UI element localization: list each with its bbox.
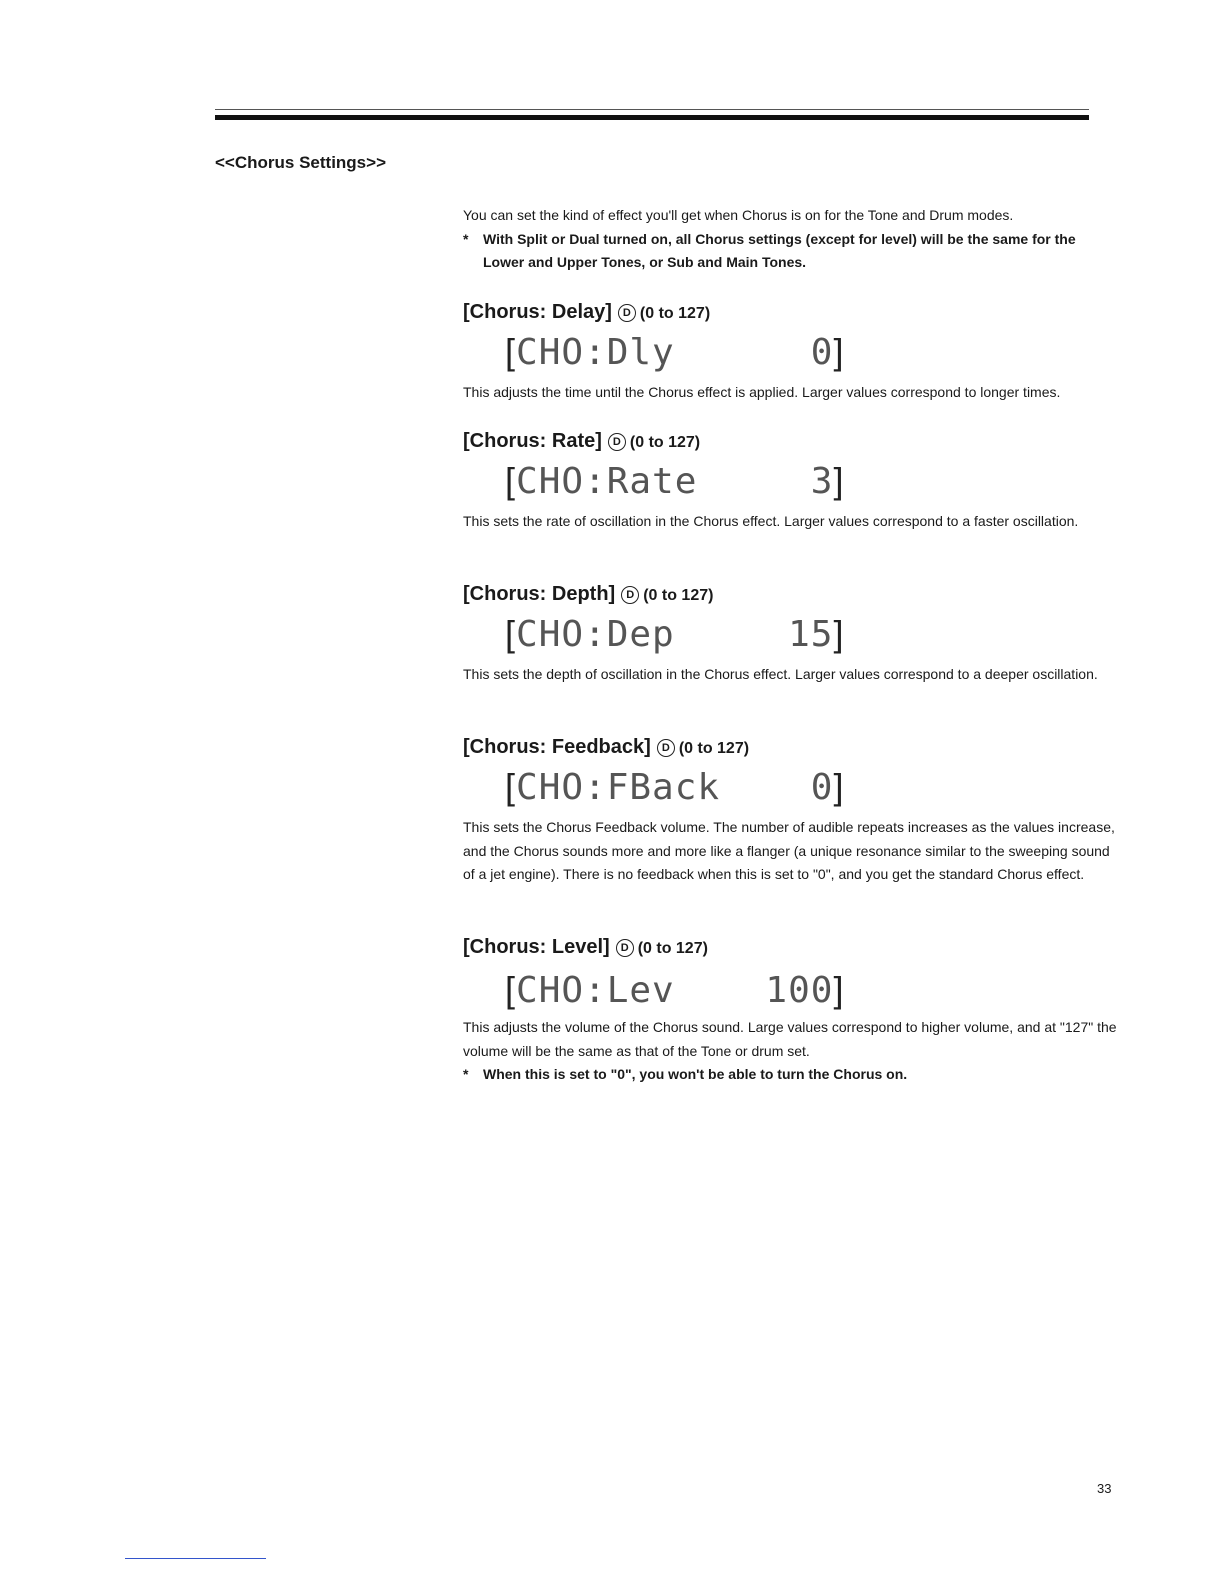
param-title: [Chorus: Feedback] — [463, 736, 651, 758]
header-rule-thin — [215, 109, 1089, 110]
d-circle-icon: D — [621, 586, 639, 604]
lcd-text: CHO:FBack 0 — [516, 767, 834, 808]
intro-block — [463, 204, 1118, 275]
param-range: (0 to 127) — [637, 940, 708, 957]
param-title: [Chorus: Level] — [463, 936, 610, 958]
param-title: [Chorus: Rate] — [463, 430, 602, 452]
param-title: [Chorus: Delay] — [463, 301, 612, 323]
lcd-text: CHO:Dly 0 — [516, 332, 834, 373]
intro-text: You can set the kind of effect you'll get when Chorus is on for the Tone and Drum modes. — [463, 207, 1014, 223]
lcd-text: CHO:Dep 15 — [516, 614, 834, 655]
param-heading-level — [463, 936, 708, 959]
lcd-display-rate — [505, 460, 845, 502]
intro-note — [463, 228, 1118, 275]
note-marker: * — [463, 230, 469, 247]
lcd-text: CHO:Lev 100 — [516, 970, 834, 1011]
param-range: (0 to 127) — [639, 305, 711, 322]
d-circle-icon: D — [616, 939, 634, 957]
param-description: This adjusts the time until the Chorus effect is applied. Larger values correspond to longer times. — [463, 384, 1061, 400]
param-description-level — [463, 1016, 1118, 1087]
lcd-display-level — [505, 969, 845, 1011]
param-description: This adjusts the volume of the Chorus sound. Large values correspond to higher volume, and at "127" the volume will be the same as that of the Tone or drum set. — [463, 1019, 1117, 1059]
param-heading-rate — [463, 430, 700, 453]
param-range: (0 to 127) — [643, 587, 714, 604]
param-heading-depth — [463, 583, 713, 606]
lcd-display-delay — [505, 331, 845, 373]
param-description-delay — [463, 381, 1118, 405]
lcd-display-feedback — [505, 766, 845, 808]
d-circle-icon: D — [618, 304, 636, 322]
section-title: <<Chorus Settings>> — [215, 153, 386, 172]
param-description: This sets the rate of oscillation in the Chorus effect. Larger values correspond to a faster oscillation. — [463, 513, 1079, 529]
param-description: This sets the depth of oscillation in the Chorus effect. Larger values correspond to a deeper oscillation. — [463, 666, 1098, 682]
lcd-bracket-open: [ — [505, 969, 517, 1010]
param-description-feedback — [463, 816, 1118, 887]
param-range: (0 to 127) — [678, 740, 750, 757]
page-number: 33 — [1097, 1481, 1112, 1496]
lcd-display-depth — [505, 613, 845, 655]
lcd-bracket-close: ] — [833, 460, 845, 501]
lcd-bracket-close: ] — [833, 331, 845, 372]
header-rule-thick — [215, 115, 1089, 120]
lcd-bracket-close: ] — [833, 766, 845, 807]
footer-rule — [125, 1558, 266, 1559]
lcd-bracket-open: [ — [505, 766, 517, 807]
lcd-bracket-open: [ — [505, 331, 517, 372]
param-heading-delay — [463, 301, 710, 324]
d-circle-icon: D — [608, 433, 626, 451]
param-range: (0 to 127) — [629, 434, 701, 451]
param-heading-feedback — [463, 736, 749, 759]
level-note-text: When this is set to "0", you won't be able to turn the Chorus on. — [483, 1066, 908, 1082]
lcd-bracket-close: ] — [833, 613, 845, 654]
param-description-rate — [463, 510, 1118, 534]
level-note — [463, 1063, 1118, 1087]
param-title: [Chorus: Depth] — [463, 583, 616, 605]
lcd-bracket-open: [ — [505, 613, 517, 654]
lcd-text: CHO:Rate 3 — [516, 461, 834, 502]
param-description-depth — [463, 663, 1118, 687]
d-circle-icon: D — [657, 739, 675, 757]
param-description: This sets the Chorus Feedback volume. The number of audible repeats increases as the values increase, and the Chorus sounds more and more like a flanger (a unique resonance similar to the sweeping sound of a jet engine). There is no feedback when this is set to "0", and you get the standard Chorus effect. — [463, 819, 1115, 882]
note-marker: * — [463, 1066, 469, 1082]
lcd-bracket-open: [ — [505, 460, 517, 501]
intro-note-text: With Split or Dual turned on, all Chorus settings (except for level) will be the same for the Lower and Upper Tones, or Sub and Main Tones. — [483, 230, 1076, 270]
lcd-bracket-close: ] — [833, 969, 845, 1010]
